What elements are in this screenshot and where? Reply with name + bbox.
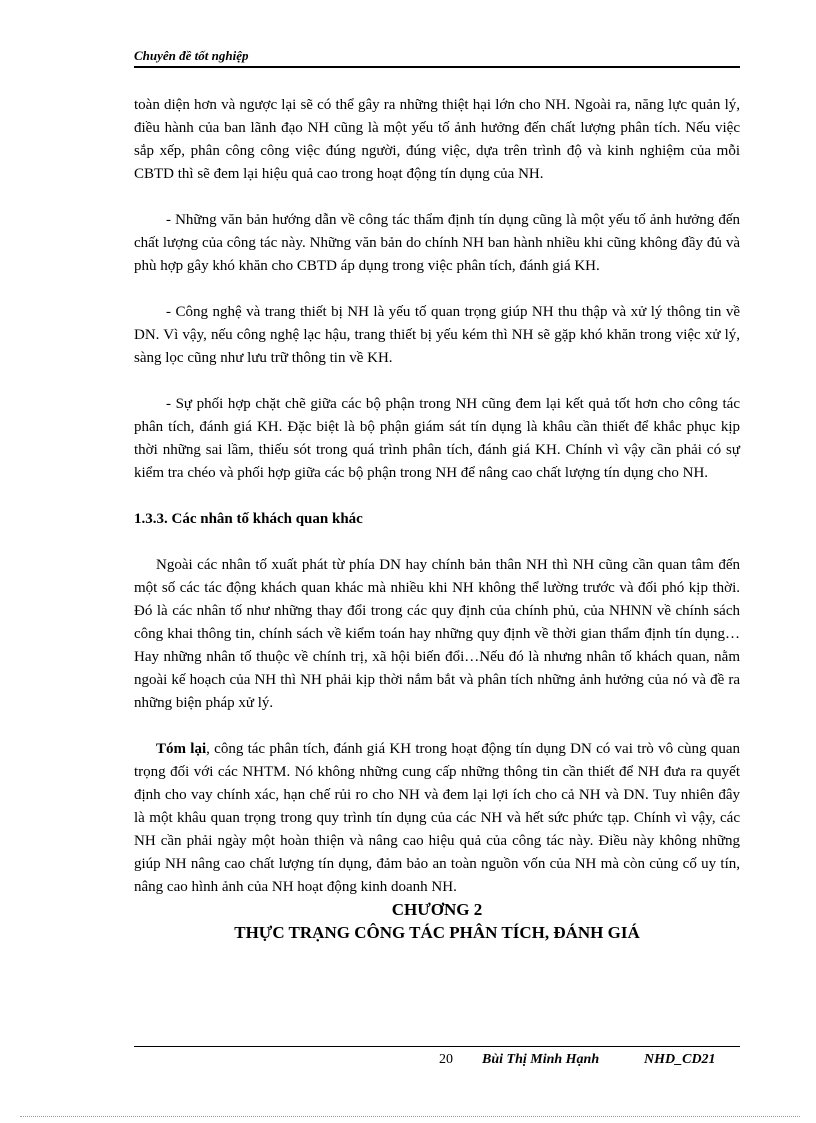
body-text <box>134 94 740 945</box>
footer-author: Bùi Thị Minh Hạnh <box>482 1052 600 1067</box>
footer-divider <box>134 1046 740 1047</box>
paragraph-bullet-guidelines: - Những văn bản hướng dẫn về công tác thẩm định tín dụng cũng là một yếu tố ảnh hưởng đến chất lượng của công tác này. Những văn bản do chính NH ban hành nhiều khi cũng không đầy đủ và phù hợp gây khó khăn cho CBTD áp dụng trong việc phân tích, đánh giá KH. <box>134 212 740 274</box>
paragraph-bullet-technology: - Công nghệ và trang thiết bị NH là yếu tố quan trọng giúp NH thu thập và xử lý thông tin về DN. Vì vậy, nếu công nghệ lạc hậu, trang thiết bị yếu kém thì NH sẽ gặp khó khăn trong việc xử lý, sàng lọc cũng như lưu trữ thông tin về KH. <box>134 304 740 366</box>
paragraph-objective-factors: Ngoài các nhân tố xuất phát từ phía DN hay chính bản thân NH thì NH cũng cần quan tâm đến một số các tác động khách quan khác mà nhiều khi NH không thể lường trước và đối phó kịp thời. Đó là các nhân tố như những thay đổi trong các quy định của chính phủ, của NHNN về chính sách công khai thông tin, chính sách về kiểm toán hay những quy định về thời gian thẩm định tín dụng…Hay những nhân tố thuộc về chính trị, xã hội biến đổi…Nếu đó là nhưng nhân tố khách quan, nằm ngoài kế hoạch của NH thì NH phải kịp thời nắm bắt và phân tích những ảnh hưởng của nó và đề ra những biện pháp xử lý. <box>134 557 740 711</box>
paragraph-continued: toàn diện hơn và ngược lại sẽ có thể gây ra những thiệt hại lớn cho NH. Ngoài ra, năng lực quản lý, điều hành của ban lãnh đạo NH cũng là một yếu tố ảnh hưởng đến chất lượng phân tích. Nếu việc sắp xếp, phân công công việc đúng người, đúng việc, dựa trên trình độ và kinh nghiệm của mỗi CBTD thì sẽ đem lại hiệu quả cao trong hoạt động tín dụng của NH. <box>134 97 740 182</box>
summary-text: , công tác phân tích, đánh giá KH trong hoạt động tín dụng DN có vai trò vô cùng quan trọng đối với các NHTM. Nó không những cung cấp những thông tin cần thiết để NH đưa ra quyết định cho vay chính xác, hạn chế rủi ro cho NH và đem lại lợi ích cho cả NH và DN. Tuy nhiên đây là một khâu quan trọng trong quy trình tín dụng của các NH và hết sức phức tạp. Chính vì vậy, các NH cần phải ngày một hoàn thiện và nâng cao hiệu quả của công tác này. Điều này không những giúp NH nâng cao chất lượng tín dụng, đảm bảo an toàn nguồn vốn của NH mà còn củng cố uy tín, nâng cao hình ảnh của NH hoạt động kinh doanh NH. <box>134 741 740 895</box>
summary-lead: Tóm lại <box>156 741 207 757</box>
page-boundary-line <box>20 1116 800 1117</box>
running-header <box>134 48 740 68</box>
footer-code: NHD_CD21 <box>644 1052 716 1067</box>
paragraph-bullet-coordination: - Sự phối hợp chặt chẽ giữa các bộ phận trong NH cũng đem lại kết quả tốt hơn cho công tác phân tích, đánh giá KH. Đặc biệt là bộ phận giám sát tín dụng là khâu cần thiết để khắc phục kịp thời những sai lầm, thiếu sót trong quá trình phân tích, đánh giá KH. Chính vì vậy cần phải có sự kiểm tra chéo và phối hợp giữa các bộ phận trong NH để nâng cao chất lượng tín dụng cho NH. <box>134 396 740 481</box>
page-number: 20 <box>439 1052 453 1067</box>
chapter-label: CHƯƠNG 2 <box>391 900 483 919</box>
chapter-title: THỰC TRẠNG CÔNG TÁC PHÂN TÍCH, ĐÁNH GIÁ <box>234 923 640 942</box>
header-title: Chuyên đề tốt nghiệp <box>134 48 249 63</box>
section-heading: 1.3.3. Các nhân tố khách quan khác <box>134 511 363 527</box>
paragraph-summary <box>134 738 740 899</box>
